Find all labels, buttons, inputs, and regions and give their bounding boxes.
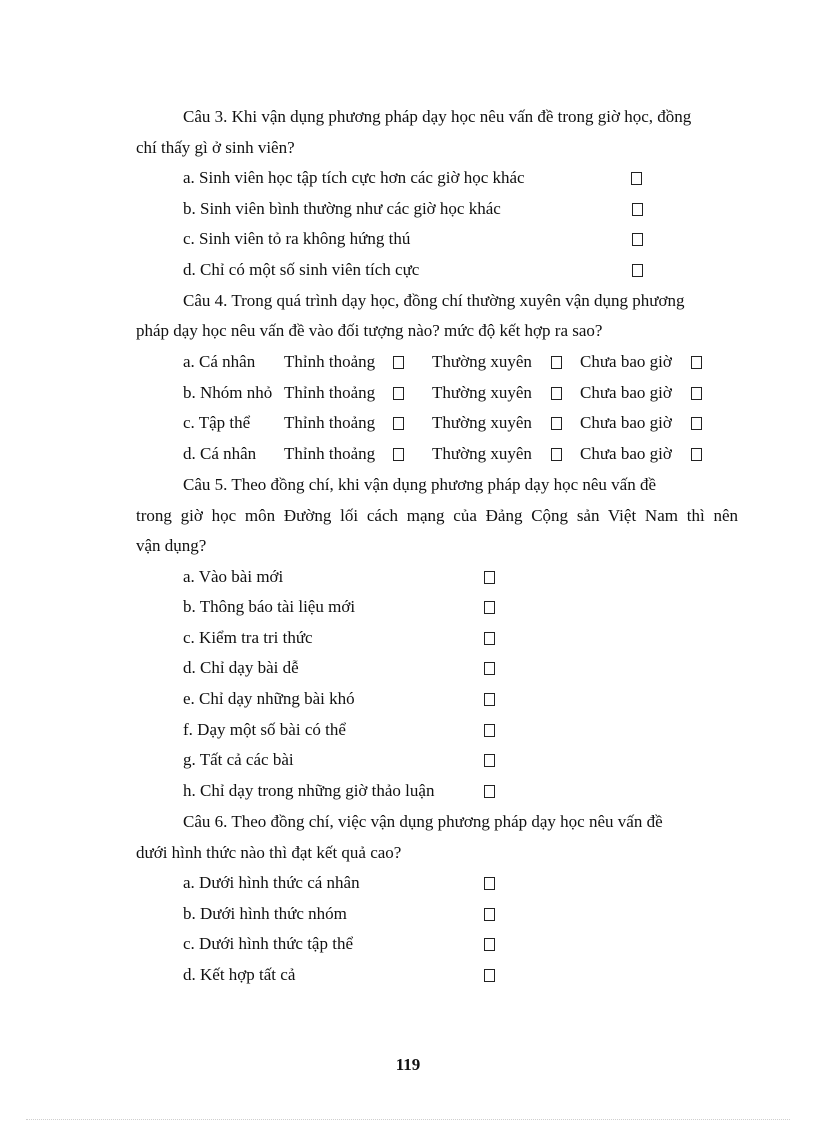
checkbox-q4-a-never[interactable] (691, 356, 702, 369)
checkbox-q3-a[interactable] (631, 172, 642, 185)
q5-option-b: b. Thông báo tài liệu mới (183, 597, 356, 616)
checkbox-q4-c-never[interactable] (691, 417, 702, 430)
q5-option-d: d. Chỉ dạy bài dễ (183, 658, 299, 677)
q3-option-b: b. Sinh viên bình thường như các giờ học khác (183, 199, 501, 218)
q3-heading-line1: Câu 3. Khi vận dụng phương pháp dạy học nêu vấn đề trong giờ học, đồng (183, 107, 692, 126)
q6-option-a: a. Dưới hình thức cá nhân (183, 873, 360, 892)
checkbox-q6-c[interactable] (484, 938, 495, 951)
checkbox-q4-c-often[interactable] (551, 417, 562, 430)
checkbox-q3-b[interactable] (632, 203, 643, 216)
checkbox-q3-d[interactable] (632, 264, 643, 277)
q4-row-a-label: a. Cá nhân (183, 352, 256, 371)
q5-option-f: f. Dạy một số bài có thể (183, 720, 346, 739)
checkbox-q5-d[interactable] (484, 662, 495, 675)
page-number: 119 (395, 1055, 421, 1074)
q3-option-c: c. Sinh viên tỏ ra không hứng thú (183, 229, 411, 248)
q5-heading-line2: trong giờ học môn Đường lối cách mạng của Đảng Cộng sản Việt Nam thì nên (136, 506, 738, 525)
checkbox-q5-f[interactable] (484, 724, 495, 737)
checkbox-q4-d-sometimes[interactable] (393, 448, 404, 461)
q4-row-b-often: Thường xuyên (432, 383, 532, 402)
q5-heading-line1: Câu 5. Theo đồng chí, khi vận dụng phương pháp dạy học nêu vấn đề (183, 475, 657, 494)
q4-row-b-sometimes: Thỉnh thoảng (284, 383, 376, 402)
checkbox-q4-b-sometimes[interactable] (393, 387, 404, 400)
q5-heading-line3: vận dụng? (136, 536, 207, 555)
q4-row-d-never: Chưa bao giờ (580, 444, 672, 463)
checkbox-q4-b-never[interactable] (691, 387, 702, 400)
checkbox-q6-b[interactable] (484, 908, 495, 921)
q4-row-b-label: b. Nhóm nhỏ (183, 383, 273, 402)
checkbox-q5-c[interactable] (484, 632, 495, 645)
q4-row-c-sometimes: Thỉnh thoảng (284, 413, 376, 432)
q4-heading-line2: pháp dạy học nêu vấn đề vào đối tượng nào? mức độ kết hợp ra sao? (136, 321, 603, 340)
checkbox-q4-a-often[interactable] (551, 356, 562, 369)
checkbox-q4-c-sometimes[interactable] (393, 417, 404, 430)
checkbox-q6-d[interactable] (484, 969, 495, 982)
q6-option-b: b. Dưới hình thức nhóm (183, 904, 347, 923)
q4-row-d-often: Thường xuyên (432, 444, 532, 463)
q4-row-c-never: Chưa bao giờ (580, 413, 672, 432)
q4-row-a-often: Thường xuyên (432, 352, 532, 371)
q4-row-d-label: d. Cá nhân (183, 444, 257, 463)
q4-row-a-never: Chưa bao giờ (580, 352, 672, 371)
checkbox-q5-b[interactable] (484, 601, 495, 614)
q6-heading-line2: dưới hình thức nào thì đạt kết quả cao? (136, 843, 402, 862)
q5-option-g: g. Tất cả các bài (183, 750, 294, 769)
checkbox-q5-g[interactable] (484, 754, 495, 767)
q4-row-a-sometimes: Thỉnh thoảng (284, 352, 376, 371)
q6-option-c: c. Dưới hình thức tập thể (183, 934, 353, 953)
checkbox-q5-e[interactable] (484, 693, 495, 706)
q4-row-c-label: c. Tập thể (183, 413, 251, 432)
q4-row-b-never: Chưa bao giờ (580, 383, 672, 402)
q3-option-a: a. Sinh viên học tập tích cực hơn các giờ học khác (183, 168, 525, 187)
checkbox-q5-h[interactable] (484, 785, 495, 798)
q5-option-h: h. Chỉ dạy trong những giờ thảo luận (183, 781, 435, 800)
footer-divider (26, 1119, 790, 1120)
q5-option-a: a. Vào bài mới (183, 567, 284, 586)
q3-option-d: d. Chỉ có một số sinh viên tích cực (183, 260, 420, 279)
checkbox-q3-c[interactable] (632, 233, 643, 246)
q6-option-d: d. Kết hợp tất cả (183, 965, 296, 984)
checkbox-q4-d-often[interactable] (551, 448, 562, 461)
q6-heading-line1: Câu 6. Theo đồng chí, việc vận dụng phương pháp dạy học nêu vấn đề (183, 812, 663, 831)
q5-option-c: c. Kiểm tra tri thức (183, 628, 313, 647)
q4-row-c-often: Thường xuyên (432, 413, 532, 432)
checkbox-q4-a-sometimes[interactable] (393, 356, 404, 369)
checkbox-q5-a[interactable] (484, 571, 495, 584)
q4-row-d-sometimes: Thỉnh thoảng (284, 444, 376, 463)
q3-heading-line2: chí thấy gì ở sinh viên? (136, 138, 295, 157)
q5-option-e: e. Chỉ dạy những bài khó (183, 689, 355, 708)
checkbox-q6-a[interactable] (484, 877, 495, 890)
checkbox-q4-d-never[interactable] (691, 448, 702, 461)
q4-heading-line1: Câu 4. Trong quá trình dạy học, đồng chí thường xuyên vận dụng phương (183, 291, 685, 310)
checkbox-q4-b-often[interactable] (551, 387, 562, 400)
